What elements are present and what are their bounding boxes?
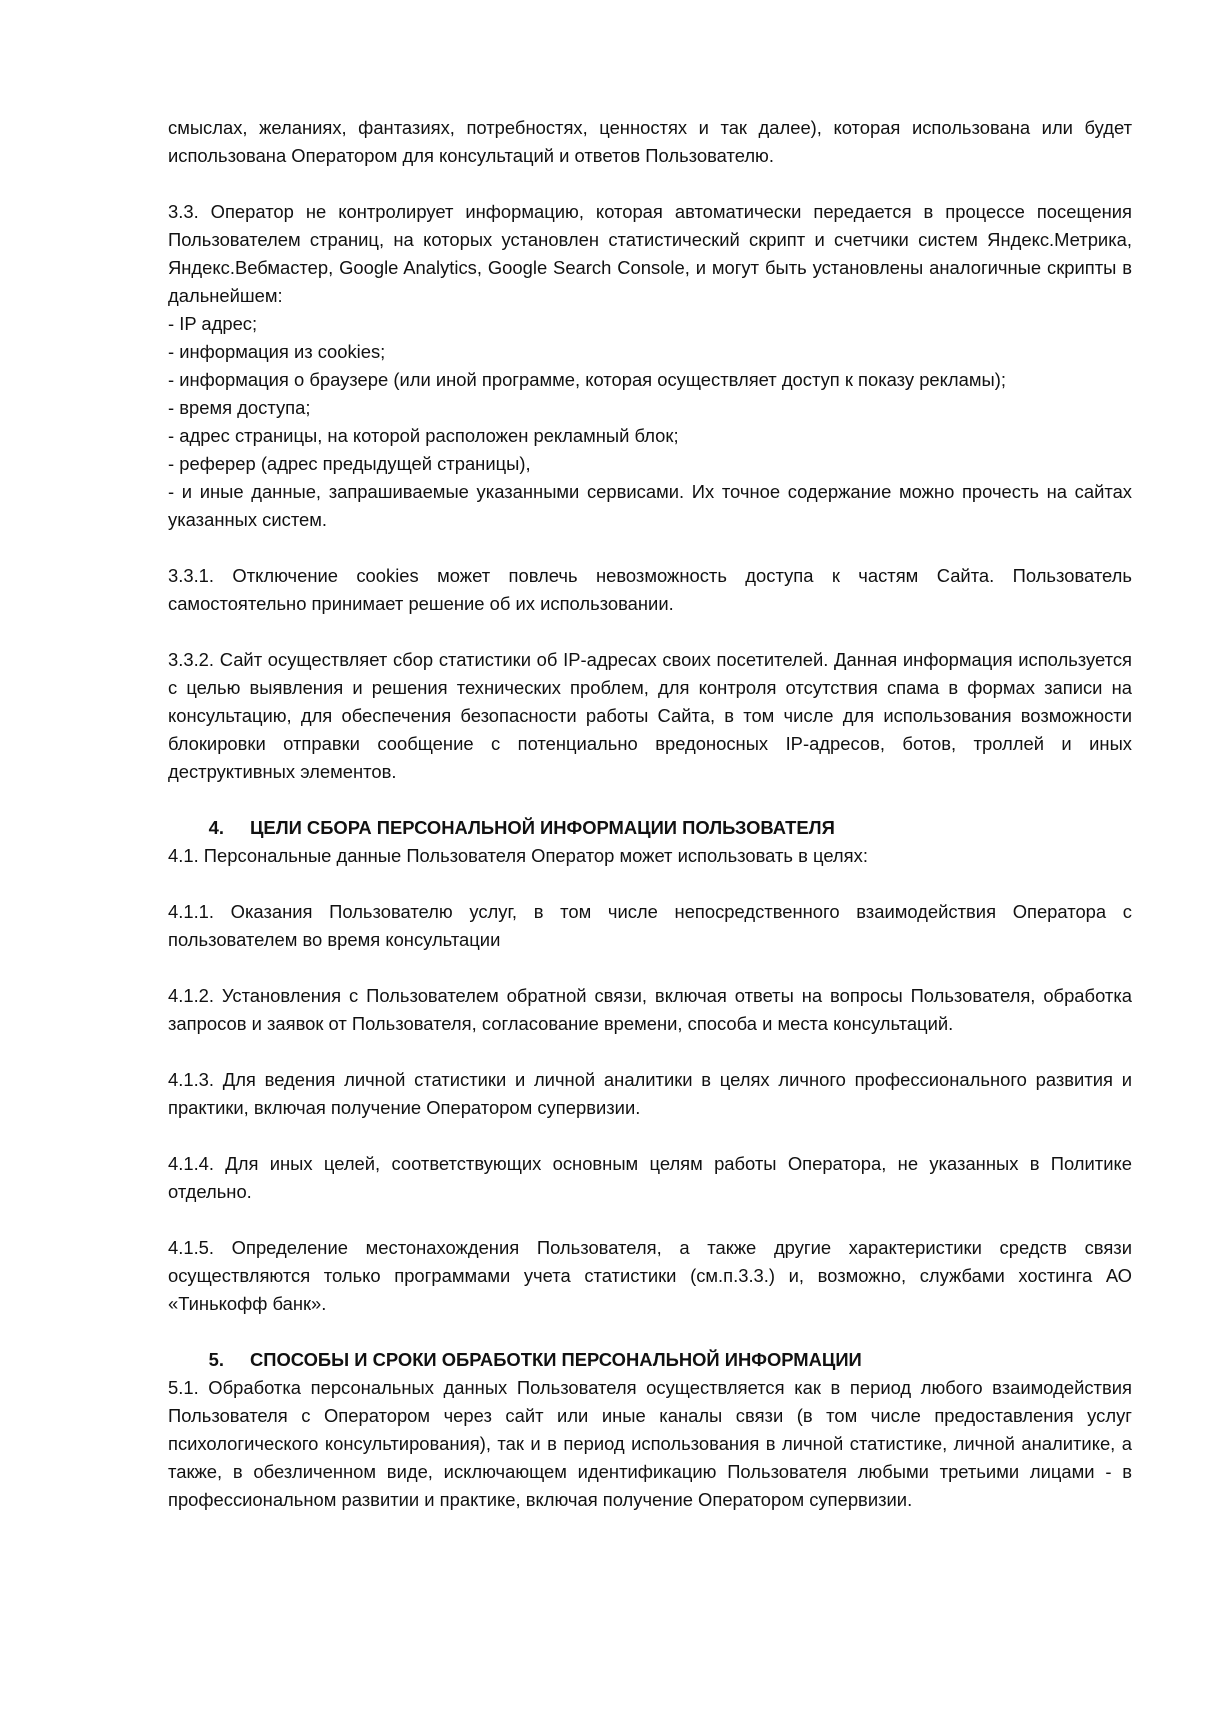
paragraph-3-3-1: 3.3.1. Отключение cookies может повлечь невозможность доступа к частям Сайта. Пользователь самостоятельно принимает решение об их использовании. [168,565,1132,614]
paragraph-intro: смыслах, желаниях, фантазиях, потребностях, ценностях и так далее), которая использована или будет использована Оператором для консультаций и ответов Пользователю. [168,117,1132,166]
list-item: - реферер (адрес предыдущей страницы), [168,453,531,474]
paragraph-4-1-3: 4.1.3. Для ведения личной статистики и личной аналитики в целях личного профессионального развития и практики, включая получение Оператором супервизии. [168,1069,1132,1118]
list-item: - время доступа; [168,397,311,418]
list-item: - и иные данные, запрашиваемые указанными сервисами. Их точное содержание можно прочесть на сайтах указанных систем. [168,481,1132,530]
section-title: СПОСОБЫ И СРОКИ ОБРАБОТКИ ПЕРСОНАЛЬНОЙ ИНФОРМАЦИИ [250,1349,862,1370]
paragraph-4-1: 4.1. Персональные данные Пользователя Оператор может использовать в целях: [168,845,868,866]
paragraph-3-3-2: 3.3.2. Сайт осуществляет сбор статистики об IP-адресах своих посетителей. Данная информация используется с целью выявления и решения технических проблем, для контроля отсутствия спама в формах записи на консультацию, для обеспечения безопасности работы Сайта, в том числе для использования возможности блокировки отправки сообщение с потенциально вредоносных IP-адресов, ботов, троллей и иных деструктивных элементов. [168,649,1132,782]
section-heading-4 [168,814,1132,842]
paragraph-4-1-1: 4.1.1. Оказания Пользователю услуг, в том числе непосредственного взаимодействия Оператора с пользователем во время консультации [168,901,1132,950]
paragraph-5-1: 5.1. Обработка персональных данных Пользователя осуществляется как в период любого взаимодействия Пользователя с Оператором через сайт или иные каналы связи (в том числе предоставления услуг психологического консультирования), так и в период использования в личной статистике, личной аналитике, а также, в обезличенном виде, исключающем идентификацию Пользователя любыми третьими лицами - в профессиональном развитии и практике, включая получение Оператором супервизии. [168,1377,1132,1510]
list-3-3 [168,310,1132,534]
section-title: ЦЕЛИ СБОРА ПЕРСОНАЛЬНОЙ ИНФОРМАЦИИ ПОЛЬЗОВАТЕЛЯ [250,817,835,838]
section-number: 5. [208,1349,224,1370]
section-number: 4. [208,817,224,838]
list-item: - информация из cookies; [168,341,386,362]
list-item: - информация о браузере (или иной программе, которая осуществляет доступ к показу рекламы); [168,369,1006,390]
document-body [168,114,1132,1514]
paragraph-4-1-2: 4.1.2. Установления с Пользователем обратной связи, включая ответы на вопросы Пользователя, обработка запросов и заявок от Пользователя, согласование времени, способа и места консультаций. [168,985,1132,1034]
list-item: - адрес страницы, на которой расположен рекламный блок; [168,425,679,446]
paragraph-3-3: 3.3. Оператор не контролирует информацию, которая автоматически передается в процессе посещения Пользователем страниц, на которых установлен статистический скрипт и счетчики систем Яндекс.Метрика, Яндекс.Вебмастер, Google Analytics, Google Search Console, и могут быть установлены аналогичные скрипты в дальнейшем: [168,201,1132,306]
paragraph-4-1-5: 4.1.5. Определение местонахождения Пользователя, а также другие характеристики средств связи осуществляются только программами учета статистики (см.п.3.3.) и, возможно, службами хостинга АО «Тинькофф банк». [168,1237,1132,1314]
paragraph-4-1-4: 4.1.4. Для иных целей, соответствующих основным целям работы Оператора, не указанных в Политике отдельно. [168,1153,1132,1202]
list-item: - IP адрес; [168,313,258,334]
section-heading-5 [168,1346,1132,1374]
